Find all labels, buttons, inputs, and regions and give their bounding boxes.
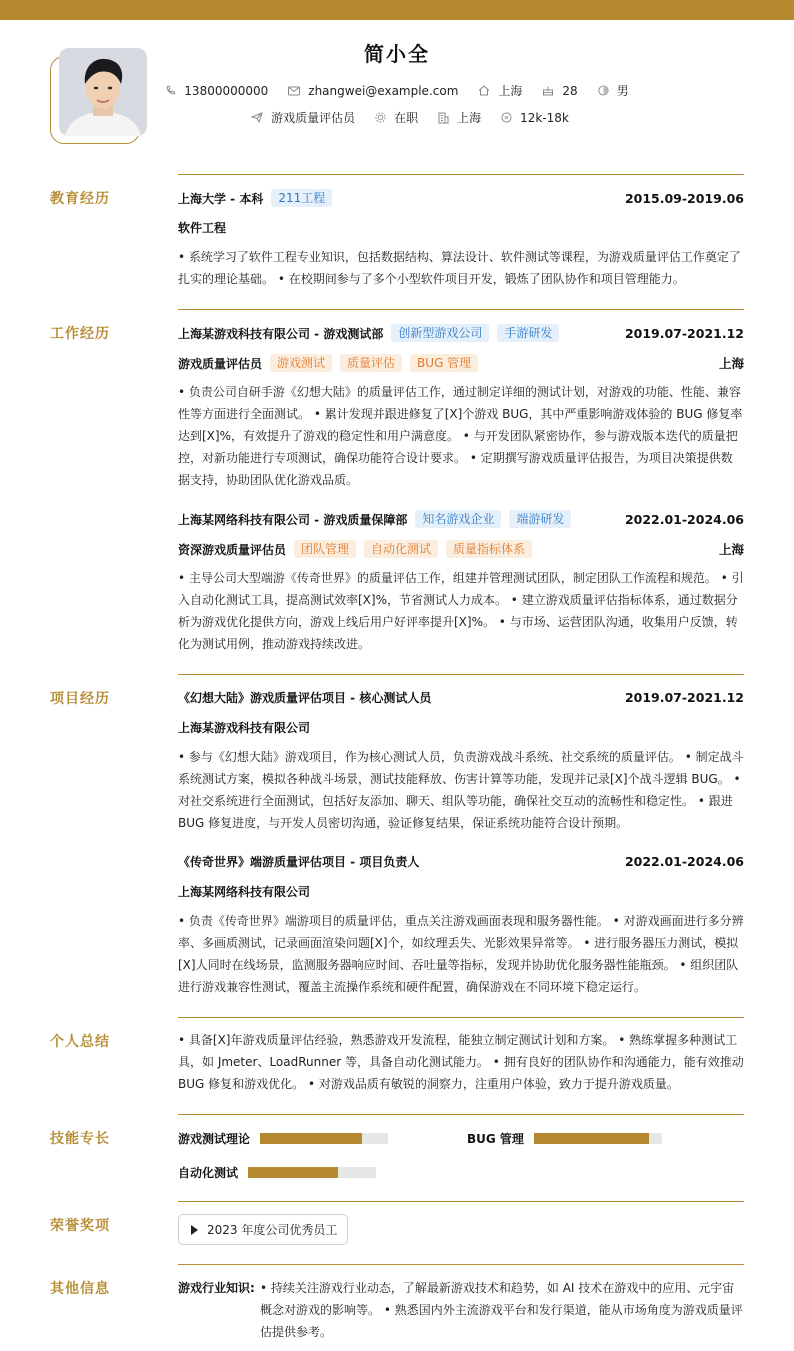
project-1-date: 2019.07-2021.12: [624, 690, 744, 705]
email-text: zhangwei@example.com: [308, 83, 459, 98]
skill-bar-fill: [248, 1167, 338, 1178]
skill-name: 自动化测试: [178, 1166, 239, 1180]
other-divider: [178, 1264, 744, 1265]
education-header: [178, 189, 744, 207]
skill-item: [467, 1130, 662, 1147]
work-2-role: 资深游戏质量评估员: [178, 542, 287, 557]
education-date: 2015.09-2019.06: [624, 190, 744, 206]
work-title: 工作经历: [50, 326, 110, 342]
skills-title: 技能专长: [50, 1131, 110, 1147]
skills-divider: [178, 1114, 744, 1115]
work-1-role-tag: 质量评估: [340, 354, 402, 372]
education-divider: [178, 174, 744, 175]
age-text: 28: [562, 83, 578, 98]
project-2-desc: • 负责《传奇世界》端游项目的质量评估，重点关注游戏画面表现和服务器性能。 • 对游戏画面进行多分辨率、多画质测试，记录画面渲染问题[X]个，如纹理丢失、光影效果异常等。 • 进行服务器压力测试，模拟[X]人同时在线场景，监测服务器响应时间、吞吐量等指标，发现并协助优化服务器性能瓶颈。 • 组织团队进行游戏兼容性测试，覆盖主流操作系统和硬件配置，确保游戏在不同环境下稳定运行。: [178, 914, 744, 994]
coin-icon: [501, 112, 512, 123]
other-desc: • 持续关注游戏行业动态，了解最新游戏技术和趋势，如 AI 技术在游戏中的应用、元宇宙概念对游戏的影响等。 • 熟悉国内外主流游戏平台和发行渠道，能从市场角度为游戏质量评估提供参考。: [260, 1281, 743, 1339]
summary-title: 个人总结: [50, 1034, 110, 1050]
work-1-role-row: [178, 354, 744, 372]
salary-item: [501, 111, 569, 125]
skill-name: 游戏测试理论: [178, 1132, 251, 1146]
major-name: 软件工程: [178, 221, 227, 235]
education-desc: • 系统学习了软件工程专业知识，包括数据结构、算法设计、软件测试等课程，为游戏质量评估工作奠定了扎实的理论基础。 • 在校期间参与了多个小型软件项目开发，锻炼了团队协作和项目管理能力。: [178, 250, 741, 286]
school-tag: 211工程: [271, 189, 332, 207]
phone-item: [165, 84, 268, 98]
salary-text: 12k-18k: [520, 110, 569, 125]
work-1-city: 上海: [718, 356, 744, 371]
project-1-name: 《幻想大陆》游戏质量评估项目 - 核心测试人员: [178, 691, 432, 705]
position-text: 游戏质量评估员: [271, 111, 356, 125]
skill-item: [178, 1130, 388, 1147]
projects-title: 项目经历: [50, 691, 110, 707]
project-2-company-row: [178, 883, 744, 900]
projects-divider: [178, 674, 744, 675]
awards-divider: [178, 1201, 744, 1202]
work-1-desc: • 负责公司自研手游《幻想大陆》的质量评估工作，通过制定详细的测试计划，对游戏的功能、性能、兼容性等方面进行全面测试。 • 累计发现并跟进修复了[X]个游戏 BUG，其中严重影响游戏体验的 BUG 修复率达到[X]%，有效提升了游戏的稳定性和用户满意度。 • 与开发团队紧密协作，参与游戏版本迭代的质量把控，对新功能进行专项测试，确保功能符合设计要求。 • 定期撰写游戏质量评估报告，为项目决策提供数据支持，协助团队优化游戏品质。: [178, 385, 743, 487]
skill-bar-fill: [534, 1133, 649, 1144]
skill-item: [178, 1164, 376, 1181]
job-intent-row: [0, 109, 794, 126]
summary-desc: • 具备[X]年游戏质量评估经验，熟悉游戏开发流程，能独立制定测试计划和方案。 • 熟练掌握多种测试工具，如 Jmeter、LoadRunner 等，具备自动化测试能力。 • 拥有良好的团队协作和沟通能力，能有效推动 BUG 修复和游戏优化。 • 对游戏品质有敏锐的洞察力，注重用户体验，致力于提升游戏质量。: [178, 1033, 744, 1091]
phone-text: 13800000000: [184, 83, 269, 98]
project-2-header: [178, 853, 744, 870]
work-2-role-tag: 团队管理: [294, 540, 356, 558]
gender-text: 男: [616, 84, 629, 98]
status-gear-icon: [375, 112, 386, 123]
mail-icon: [288, 86, 300, 96]
work-1-header: [178, 324, 744, 342]
work-1-role-tag: 游戏测试: [270, 354, 332, 372]
work-2-tag: 知名游戏企业: [415, 510, 501, 528]
age-item: [542, 84, 577, 98]
status-item: [375, 109, 418, 126]
contact-row: [0, 82, 794, 99]
skill-bar-fill: [260, 1133, 362, 1144]
candidate-name: 简小全: [364, 42, 430, 66]
location-text: 上海: [498, 84, 523, 98]
education-major-row: [178, 219, 744, 236]
work-2-tag: 端游研发: [509, 510, 571, 528]
work-2-company: 上海某网络科技有限公司 - 游戏质量保障部: [178, 512, 408, 527]
work-2-role-row: [178, 540, 744, 558]
work-1-role-tag: BUG 管理: [410, 354, 478, 372]
skill-bar: [534, 1133, 662, 1144]
send-icon: [251, 112, 263, 123]
city-item: [438, 109, 481, 126]
skill-bar: [248, 1167, 376, 1178]
location-item: [478, 82, 522, 99]
email-item: [288, 84, 458, 98]
gender-item: [598, 82, 629, 99]
project-2-company: 上海某网络科技有限公司: [178, 885, 311, 899]
work-2-desc: • 主导公司大型端游《传奇世界》的质量评估工作，组建并管理测试团队，制定团队工作流程和规范。 • 引入自动化测试工具，提高测试效率[X]%，节省测试人力成本。 • 建立游戏质量评估指标体系，通过数据分析为游戏优化提供方向，游戏上线后用户好评率提升[X]%。 • 与市场、运营团队沟通，收集用户反馈，转化为测试用例，推动游戏持续改进。: [178, 571, 744, 651]
award-toggle-button[interactable]: [178, 1214, 348, 1245]
project-1-header: [178, 689, 744, 706]
work-1-role: 游戏质量评估员: [178, 356, 263, 371]
project-1-company: 上海某游戏科技有限公司: [178, 721, 311, 735]
awards-title: 荣誉奖项: [50, 1218, 110, 1234]
work-2-city: 上海: [718, 542, 744, 557]
city-text: 上海: [457, 111, 482, 125]
gender-icon: [598, 85, 609, 96]
summary-divider: [178, 1017, 744, 1018]
project-2-date: 2022.01-2024.06: [624, 854, 744, 869]
work-divider: [178, 309, 744, 310]
top-accent-bar: [0, 0, 794, 20]
work-1-date: 2019.07-2021.12: [624, 325, 744, 341]
skill-name: BUG 管理: [467, 1132, 524, 1146]
skill-bar: [260, 1133, 388, 1144]
work-2-role-tag: 质量指标体系: [446, 540, 532, 558]
project-1-desc: • 参与《幻想大陆》游戏项目，作为核心测试人员，负责游戏战斗系统、社交系统的质量评估。 • 制定战斗系统测试方案，模拟各种战斗场景，测试技能释放、伤害计算等功能，发现并记录[X]个战斗逻辑 BUG。 • 对社交系统进行全面测试，包括好友添加、聊天、组队等功能，确保社交互动的流畅性和稳定性。 • 跟进 BUG 修复进度，与开发人员密切沟通，验证修复结果，保证系统功能符合设计预期。: [178, 750, 744, 830]
work-1-tag: 创新型游戏公司: [391, 324, 489, 342]
work-1-company: 上海某游戏科技有限公司 - 游戏测试部: [178, 326, 384, 341]
position-item: [251, 109, 355, 126]
work-2-role-tag: 自动化测试: [364, 540, 438, 558]
project-2-name: 《传奇世界》端游质量评估项目 - 项目负责人: [178, 855, 420, 869]
building-icon: [438, 112, 449, 124]
work-1-tag: 手游研发: [497, 324, 559, 342]
phone-icon: [165, 85, 176, 96]
home-icon: [478, 85, 490, 96]
education-title: 教育经历: [50, 191, 110, 207]
other-title: 其他信息: [50, 1281, 110, 1297]
caret-right-icon: [191, 1225, 198, 1235]
status-text: 在职: [394, 111, 419, 125]
cake-icon: [542, 85, 554, 96]
other-label: 游戏行业知识:: [178, 1281, 255, 1295]
project-1-company-row: [178, 719, 744, 736]
school-name: 上海大学 - 本科: [178, 191, 264, 206]
work-2-header: [178, 510, 744, 528]
award-label: 2023 年度公司优秀员工: [207, 1223, 338, 1237]
work-2-date: 2022.01-2024.06: [624, 511, 744, 527]
